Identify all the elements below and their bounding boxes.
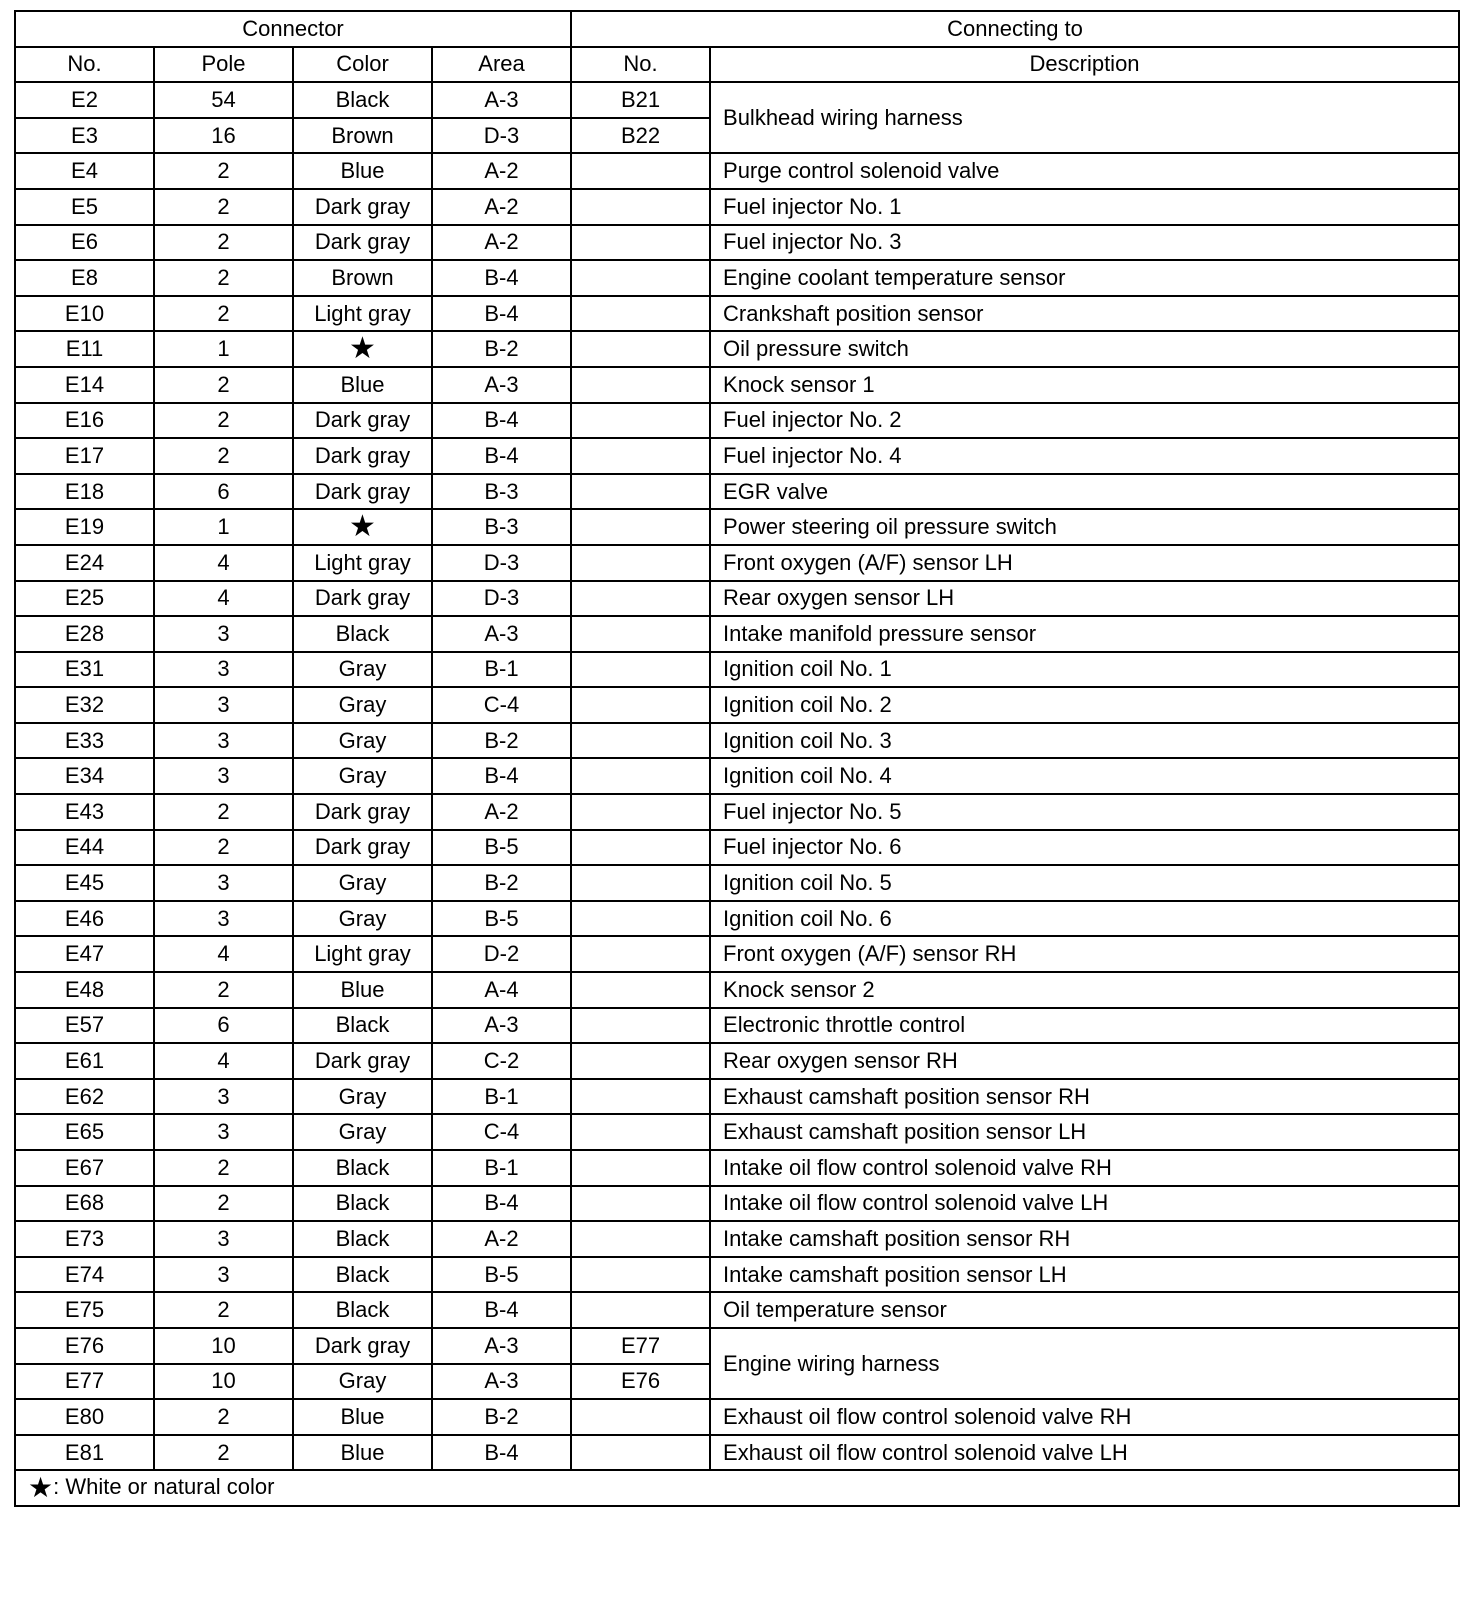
cell-connector-no: E67 (15, 1150, 154, 1186)
cell-description: Exhaust camshaft position sensor LH (710, 1114, 1459, 1150)
cell-description: Exhaust oil flow control solenoid valve LH (710, 1435, 1459, 1471)
cell-color: Light gray (293, 296, 432, 332)
table-row (15, 616, 1459, 652)
cell-connector-no: E43 (15, 794, 154, 830)
table-row (15, 581, 1459, 617)
cell-area: B-1 (432, 1150, 571, 1186)
cell-description: Fuel injector No. 4 (710, 438, 1459, 474)
cell-description: Fuel injector No. 3 (710, 225, 1459, 261)
cell-pole: 2 (154, 830, 293, 866)
cell-description: Ignition coil No. 5 (710, 865, 1459, 901)
column-header-row (15, 47, 1459, 83)
cell-pole: 4 (154, 936, 293, 972)
cell-description: EGR valve (710, 474, 1459, 510)
cell-to-no (571, 1079, 710, 1115)
cell-color: Dark gray (293, 1328, 432, 1364)
cell-to-no (571, 153, 710, 189)
cell-color: Blue (293, 1435, 432, 1471)
cell-pole: 3 (154, 1114, 293, 1150)
cell-to-no (571, 865, 710, 901)
cell-to-no (571, 331, 710, 367)
cell-connector-no: E75 (15, 1292, 154, 1328)
legend-cell (15, 1470, 1459, 1506)
cell-area: B-2 (432, 723, 571, 759)
cell-area: B-4 (432, 296, 571, 332)
table-row (15, 403, 1459, 439)
cell-connector-no: E28 (15, 616, 154, 652)
cell-area: B-5 (432, 1257, 571, 1293)
cell-to-no (571, 1043, 710, 1079)
cell-color: Gray (293, 865, 432, 901)
cell-to-no (571, 296, 710, 332)
cell-area: B-4 (432, 1292, 571, 1328)
cell-connector-no: E68 (15, 1186, 154, 1222)
cell-pole: 2 (154, 1399, 293, 1435)
cell-connector-no: E57 (15, 1008, 154, 1044)
cell-connector-no: E34 (15, 758, 154, 794)
cell-area: B-4 (432, 1435, 571, 1471)
cell-to-no (571, 616, 710, 652)
cell-pole: 2 (154, 296, 293, 332)
cell-pole: 2 (154, 794, 293, 830)
cell-description: Purge control solenoid valve (710, 153, 1459, 189)
cell-pole: 4 (154, 1043, 293, 1079)
cell-area: A-3 (432, 82, 571, 118)
cell-area: B-3 (432, 509, 571, 545)
cell-color: Gray (293, 758, 432, 794)
cell-area: A-3 (432, 1328, 571, 1364)
cell-pole: 3 (154, 901, 293, 937)
cell-color: Black (293, 616, 432, 652)
cell-description: Fuel injector No. 2 (710, 403, 1459, 439)
cell-to-no (571, 1221, 710, 1257)
table-row (15, 474, 1459, 510)
col-header-color: Color (293, 47, 432, 83)
legend-row (15, 1470, 1459, 1506)
table-row (15, 331, 1459, 367)
cell-to-no (571, 474, 710, 510)
table-row (15, 545, 1459, 581)
cell-pole: 2 (154, 1186, 293, 1222)
table-row (15, 509, 1459, 545)
cell-color: Gray (293, 1079, 432, 1115)
cell-to-no (571, 1399, 710, 1435)
cell-area: A-3 (432, 1364, 571, 1400)
cell-pole: 54 (154, 82, 293, 118)
cell-to-no (571, 972, 710, 1008)
connecting-to-group-header: Connecting to (571, 11, 1459, 47)
cell-color: Gray (293, 1114, 432, 1150)
cell-description: Oil temperature sensor (710, 1292, 1459, 1328)
cell-to-no (571, 901, 710, 937)
cell-to-no (571, 225, 710, 261)
cell-area: D-3 (432, 581, 571, 617)
table-row (15, 1043, 1459, 1079)
cell-pole: 10 (154, 1364, 293, 1400)
cell-connector-no: E45 (15, 865, 154, 901)
cell-to-no: E77 (571, 1328, 710, 1364)
cell-area: B-4 (432, 438, 571, 474)
cell-description: Ignition coil No. 1 (710, 652, 1459, 688)
cell-pole: 3 (154, 723, 293, 759)
group-header-row (15, 11, 1459, 47)
cell-color: Gray (293, 901, 432, 937)
table-row (15, 1221, 1459, 1257)
cell-pole: 4 (154, 581, 293, 617)
table-row (15, 1257, 1459, 1293)
table-row (15, 936, 1459, 972)
cell-to-no (571, 509, 710, 545)
cell-area: A-2 (432, 794, 571, 830)
cell-pole: 3 (154, 1221, 293, 1257)
cell-pole: 2 (154, 1435, 293, 1471)
cell-description: Rear oxygen sensor RH (710, 1043, 1459, 1079)
cell-description: Intake camshaft position sensor LH (710, 1257, 1459, 1293)
cell-color: Blue (293, 153, 432, 189)
cell-to-no (571, 687, 710, 723)
cell-pole: 16 (154, 118, 293, 154)
cell-color: Black (293, 1257, 432, 1293)
cell-to-no (571, 260, 710, 296)
cell-to-no (571, 545, 710, 581)
connector-rows (15, 82, 1459, 1470)
cell-area: B-2 (432, 865, 571, 901)
cell-pole: 6 (154, 474, 293, 510)
cell-pole: 1 (154, 509, 293, 545)
col-header-pole: Pole (154, 47, 293, 83)
cell-color: Black (293, 1186, 432, 1222)
cell-connector-no: E16 (15, 403, 154, 439)
cell-connector-no: E2 (15, 82, 154, 118)
cell-connector-no: E18 (15, 474, 154, 510)
connector-table-container (14, 10, 1458, 1507)
cell-description: Rear oxygen sensor LH (710, 581, 1459, 617)
cell-description: Engine wiring harness (710, 1328, 1459, 1399)
cell-connector-no: E14 (15, 367, 154, 403)
cell-connector-no: E6 (15, 225, 154, 261)
cell-connector-no: E4 (15, 153, 154, 189)
table-row (15, 296, 1459, 332)
cell-connector-no: E5 (15, 189, 154, 225)
cell-to-no: B22 (571, 118, 710, 154)
table-row (15, 260, 1459, 296)
cell-area: B-1 (432, 1079, 571, 1115)
cell-description: Front oxygen (A/F) sensor LH (710, 545, 1459, 581)
cell-connector-no: E3 (15, 118, 154, 154)
cell-connector-no: E61 (15, 1043, 154, 1079)
cell-area: B-5 (432, 830, 571, 866)
cell-color: Dark gray (293, 474, 432, 510)
cell-description: Bulkhead wiring harness (710, 82, 1459, 153)
cell-pole: 2 (154, 260, 293, 296)
cell-pole: 2 (154, 438, 293, 474)
cell-to-no (571, 403, 710, 439)
cell-description: Knock sensor 2 (710, 972, 1459, 1008)
star-icon: ★ (28, 1472, 54, 1504)
cell-description: Electronic throttle control (710, 1008, 1459, 1044)
table-row (15, 225, 1459, 261)
cell-description: Fuel injector No. 1 (710, 189, 1459, 225)
cell-description: Ignition coil No. 6 (710, 901, 1459, 937)
cell-pole: 2 (154, 367, 293, 403)
cell-connector-no: E10 (15, 296, 154, 332)
cell-color: Blue (293, 972, 432, 1008)
table-row (15, 972, 1459, 1008)
cell-description: Engine coolant temperature sensor (710, 260, 1459, 296)
cell-connector-no: E81 (15, 1435, 154, 1471)
cell-description: Ignition coil No. 3 (710, 723, 1459, 759)
col-header-area: Area (432, 47, 571, 83)
cell-description: Front oxygen (A/F) sensor RH (710, 936, 1459, 972)
cell-area: D-3 (432, 545, 571, 581)
col-header-no: No. (15, 47, 154, 83)
cell-color: Black (293, 1008, 432, 1044)
cell-pole: 2 (154, 153, 293, 189)
cell-color: Brown (293, 260, 432, 296)
cell-area: B-4 (432, 403, 571, 439)
table-row (15, 1008, 1459, 1044)
cell-area: B-4 (432, 758, 571, 794)
cell-pole: 10 (154, 1328, 293, 1364)
cell-description: Oil pressure switch (710, 331, 1459, 367)
cell-area: D-3 (432, 118, 571, 154)
cell-area: C-4 (432, 1114, 571, 1150)
table-row (15, 82, 1459, 118)
cell-description: Ignition coil No. 4 (710, 758, 1459, 794)
cell-color: Dark gray (293, 1043, 432, 1079)
table-row (15, 758, 1459, 794)
table-row (15, 687, 1459, 723)
table-row (15, 1399, 1459, 1435)
cell-color: Gray (293, 723, 432, 759)
cell-description: Fuel injector No. 5 (710, 794, 1459, 830)
table-row (15, 865, 1459, 901)
col-header-description: Description (710, 47, 1459, 83)
cell-to-no: E76 (571, 1364, 710, 1400)
cell-color: Blue (293, 367, 432, 403)
cell-color: Black (293, 82, 432, 118)
cell-pole: 3 (154, 687, 293, 723)
cell-connector-no: E46 (15, 901, 154, 937)
table-row (15, 1079, 1459, 1115)
table-row (15, 830, 1459, 866)
cell-color: Dark gray (293, 830, 432, 866)
star-icon: ★ (293, 509, 432, 545)
cell-to-no (571, 830, 710, 866)
cell-pole: 3 (154, 758, 293, 794)
cell-connector-no: E48 (15, 972, 154, 1008)
cell-area: A-2 (432, 153, 571, 189)
cell-pole: 2 (154, 1292, 293, 1328)
cell-description: Intake oil flow control solenoid valve LH (710, 1186, 1459, 1222)
cell-to-no (571, 723, 710, 759)
cell-connector-no: E8 (15, 260, 154, 296)
cell-color: Black (293, 1150, 432, 1186)
cell-description: Exhaust oil flow control solenoid valve RH (710, 1399, 1459, 1435)
cell-pole: 6 (154, 1008, 293, 1044)
cell-color: Dark gray (293, 581, 432, 617)
cell-connector-no: E74 (15, 1257, 154, 1293)
cell-connector-no: E73 (15, 1221, 154, 1257)
cell-connector-no: E33 (15, 723, 154, 759)
cell-connector-no: E47 (15, 936, 154, 972)
cell-pole: 2 (154, 189, 293, 225)
table-row (15, 367, 1459, 403)
cell-to-no (571, 1435, 710, 1471)
cell-to-no (571, 1008, 710, 1044)
cell-pole: 2 (154, 403, 293, 439)
cell-to-no (571, 1186, 710, 1222)
cell-connector-no: E25 (15, 581, 154, 617)
connector-group-header: Connector (15, 11, 571, 47)
table-row (15, 1328, 1459, 1364)
cell-to-no (571, 189, 710, 225)
cell-area: B-2 (432, 1399, 571, 1435)
cell-pole: 1 (154, 331, 293, 367)
table-row (15, 153, 1459, 189)
table-row (15, 794, 1459, 830)
cell-color: Dark gray (293, 403, 432, 439)
cell-area: B-1 (432, 652, 571, 688)
cell-connector-no: E24 (15, 545, 154, 581)
table-row (15, 1114, 1459, 1150)
cell-description: Exhaust camshaft position sensor RH (710, 1079, 1459, 1115)
cell-pole: 3 (154, 616, 293, 652)
cell-connector-no: E11 (15, 331, 154, 367)
cell-connector-no: E17 (15, 438, 154, 474)
cell-pole: 3 (154, 652, 293, 688)
cell-to-no: B21 (571, 82, 710, 118)
connector-table (14, 10, 1460, 1507)
cell-color: Gray (293, 1364, 432, 1400)
cell-connector-no: E44 (15, 830, 154, 866)
cell-area: A-2 (432, 1221, 571, 1257)
cell-description: Fuel injector No. 6 (710, 830, 1459, 866)
table-row (15, 189, 1459, 225)
cell-pole: 3 (154, 865, 293, 901)
cell-area: C-2 (432, 1043, 571, 1079)
table-row (15, 1186, 1459, 1222)
cell-color: Gray (293, 687, 432, 723)
cell-color: Brown (293, 118, 432, 154)
cell-area: A-3 (432, 616, 571, 652)
cell-connector-no: E31 (15, 652, 154, 688)
star-icon: ★ (293, 331, 432, 367)
cell-color: Dark gray (293, 189, 432, 225)
cell-area: B-2 (432, 331, 571, 367)
cell-pole: 3 (154, 1257, 293, 1293)
table-row (15, 1435, 1459, 1471)
cell-to-no (571, 652, 710, 688)
cell-area: B-3 (432, 474, 571, 510)
cell-to-no (571, 1114, 710, 1150)
cell-to-no (571, 1257, 710, 1293)
cell-color: Black (293, 1221, 432, 1257)
table-row (15, 1292, 1459, 1328)
cell-pole: 2 (154, 1150, 293, 1186)
cell-area: B-4 (432, 1186, 571, 1222)
cell-area: A-3 (432, 367, 571, 403)
cell-to-no (571, 1292, 710, 1328)
cell-connector-no: E62 (15, 1079, 154, 1115)
cell-to-no (571, 1150, 710, 1186)
cell-to-no (571, 936, 710, 972)
cell-color: Dark gray (293, 794, 432, 830)
cell-connector-no: E80 (15, 1399, 154, 1435)
cell-area: A-2 (432, 189, 571, 225)
cell-pole: 3 (154, 1079, 293, 1115)
cell-pole: 2 (154, 225, 293, 261)
cell-area: A-3 (432, 1008, 571, 1044)
legend-text: : White or natural color (53, 1474, 275, 1500)
cell-area: B-4 (432, 260, 571, 296)
cell-description: Intake oil flow control solenoid valve RH (710, 1150, 1459, 1186)
cell-color: Dark gray (293, 225, 432, 261)
cell-description: Knock sensor 1 (710, 367, 1459, 403)
cell-description: Ignition coil No. 2 (710, 687, 1459, 723)
cell-connector-no: E19 (15, 509, 154, 545)
cell-description: Intake camshaft position sensor RH (710, 1221, 1459, 1257)
cell-description: Intake manifold pressure sensor (710, 616, 1459, 652)
table-row (15, 723, 1459, 759)
cell-connector-no: E65 (15, 1114, 154, 1150)
cell-color: Black (293, 1292, 432, 1328)
table-row (15, 438, 1459, 474)
cell-color: Dark gray (293, 438, 432, 474)
cell-description: Crankshaft position sensor (710, 296, 1459, 332)
cell-color: Blue (293, 1399, 432, 1435)
table-row (15, 901, 1459, 937)
table-row (15, 652, 1459, 688)
cell-to-no (571, 758, 710, 794)
cell-to-no (571, 794, 710, 830)
cell-color: Light gray (293, 545, 432, 581)
cell-to-no (571, 581, 710, 617)
cell-color: Gray (293, 652, 432, 688)
cell-color: Light gray (293, 936, 432, 972)
col-header-to-no: No. (571, 47, 710, 83)
cell-area: D-2 (432, 936, 571, 972)
table-row (15, 1150, 1459, 1186)
cell-area: B-5 (432, 901, 571, 937)
cell-connector-no: E32 (15, 687, 154, 723)
cell-description: Power steering oil pressure switch (710, 509, 1459, 545)
cell-connector-no: E77 (15, 1364, 154, 1400)
cell-pole: 2 (154, 972, 293, 1008)
cell-connector-no: E76 (15, 1328, 154, 1364)
cell-area: C-4 (432, 687, 571, 723)
cell-area: A-2 (432, 225, 571, 261)
cell-to-no (571, 438, 710, 474)
cell-to-no (571, 367, 710, 403)
cell-pole: 4 (154, 545, 293, 581)
cell-area: A-4 (432, 972, 571, 1008)
